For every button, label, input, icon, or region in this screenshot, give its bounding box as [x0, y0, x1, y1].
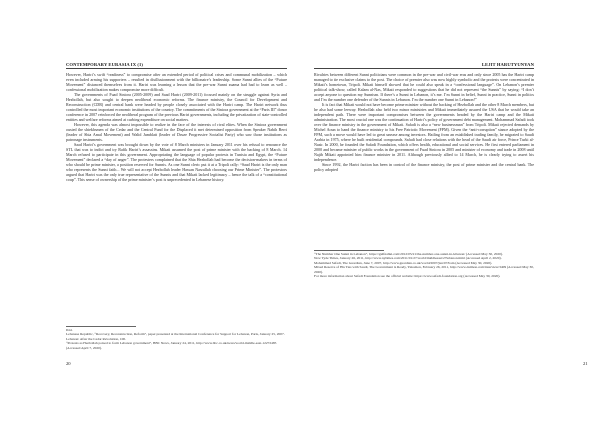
footnote: Ibid. — [66, 328, 73, 332]
footnote: Lebanon: After the Cedar Revolution, 100. — [66, 336, 126, 341]
header-rule-left — [66, 68, 287, 69]
page-number-right: 21 — [583, 361, 588, 366]
footnote: Lebanese Republic, “Recovery, Reconstruction, Reform”, paper presented at the International Conference for Support for Lebanon, Paris, January 25, 2007. — [66, 332, 285, 337]
footnote: For more information about Safadi Foundation see the official website: https://www.safadi-foundation.org (Accessed May 30, 2020). — [314, 274, 501, 279]
right-page — [300, 0, 600, 424]
paragraph: Saad Hariri’s government was brought down by the vote of 8 March ministers in January 2011 over his refusal to renounce the STL that was to indict and try Rafik Hariri’s assassins. Mikati assumed the post of prime minister with the backing of 8 March. 14 March refused to participate in this government. Appropriating the language of popular protests in Tunisia and Egypt, the “Future Movement” declared a “day of anger”. The protesters complained that the Shia Hezbollah had become the decision-makers in terms of who should be prime minister, a position reserved for Sunnis. As one Sunni cleric put it at a Tripoli rally: “Saad Hariri is the only man who represents the Sunni faith... We will not accept Hezbollah leader Hassan Nasrallah choosing our Prime Minister”. The protestors argued that Hariri was the only true representative of the Sunnis and that Mikati lacked legitimacy – hence the talk of a “constitutional coup”. This sense of ownership of the prime minister’s post is unprecedented in Lebanese history. — [66, 142, 287, 182]
footnote: “Protests as Hezbollah poised to form Lebanon government”, BBC News, January 24, 2011, http://www.bbc.co.uk/news/world-middle-east-12272485 (Accessed April 7, 2020). — [66, 341, 277, 350]
running-header-left: CONTEMPORARY EURASIA IX (1) — [66, 62, 144, 67]
paragraph: Since 1992, the Hariri faction has been in control of the finance ministry, the post of prime minister and the central bank. The policy adopted — [314, 162, 534, 172]
paragraph: Rivalries between different Sunni politicians were common in the pre-war and civil-war eras and only since 2005 has the Hariri camp managed to tie exclusive claims to the post. The choice of premier also was now highly symbolic and the protests were concentrated in Mikati’s hometown, Tripoli. Mikati himself showed that he could also speak in a “confessional language”. On Lebanon’s premier political talk-show, called Kalam al-Nas, Mikati responded to suggestions that he did not represent “the Sunnis” by saying: “I don’t accept anyone to question my Sunnism. If there’s a Sunni in Lebanon, it’s me. I’m Sunni in belief, Sunni in practice, Sunni in politics and I’m the number one defender of the Sunnis in Lebanon. I’m the number one Sunni in Lebanon!” — [314, 72, 534, 102]
body-text-right — [314, 72, 534, 172]
paragraph: However, this agenda was almost impossible to realize in the face of the interests of rival elites. When the Siniora government ousted the shiekhsmen of the Cedar and the Central Fund for the Displaced it met determined opposition from Speaker Nabih Berri (leader of Shia Amal Movement) and Walid Jumblatt (leader of Druze Progressive Socialist Party) who saw those institutions as patronage instruments. — [66, 122, 287, 142]
footnote-rule-right — [314, 250, 384, 251]
paragraph: However, Hariri’s swift “readiness” to compromise after an extended period of political crises and communal mobilization – which even included arming his supporters – resulted in disillusionment with the billionaire’s leadership. Some Sunni allies of the “Future Movement” distanced themselves from it. Hariri was learning a lesson that the pre-war Sunni zuama had had to learn as well – confessional mobilization makes compromise more difficult. — [66, 72, 287, 92]
header-rule-right — [314, 68, 534, 69]
footnotes-left — [66, 328, 287, 350]
footnote: Now Tyde Times, January 26, 2011, http://www.nytimes.com/2011/01/27/world/middleeast/27lebanon.html (Accessed April 2, 2020). — [314, 256, 502, 261]
footnotes-right — [314, 252, 534, 278]
footnote: Mixed Reserve of His Ties with Saudi, The Government is Ready, Yakomon, February 26, 2011, http://www.daimon.com/interview/3409 (Accessed May 30, 2020). — [314, 265, 534, 274]
running-header-right: LEJIT HARUTYUNYAN — [481, 62, 534, 67]
paragraph: It is fact that Mikati would not have become prime minister without the backing of Hezbollah and the other 8 March members, but he also had some leeway. Hezbollah also held two minor ministries and Mikati immediately assured the USA that he would take an independent path. There were important compromises between the governments headed by the Hariri camp and the Mikati administration. The most crucial one was the continuation of Hariri’s policy of government debt management. Mohammad Safadi took over the finance ministry in the government of Mikati. Safadi is also a “new businessman” from Tripoli. Mikati rejected demands by Michel Aoun to hand the finance ministry to his Free Patriotic Movement (FPM). Given the “anti-corruption” stance adopted by the FPM, such a move would have led to great unease among investors. Hailing from an established trading family, he migrated to Saudi Arabia in 1975, where he built residential compounds. Safadi had close relations with the head of the Saudi air force, Prince Turki al-Nasir. In 2000, he founded the Safadi Foundation, which offers health, educational and social services. He first entered parliament in 2000 and became minister of public works in the government of Fuad Siniora in 2005 and minister of economy and trade in 2008 until Najib Mikati appointed him finance minister in 2011. Although previously allied to 14 March, he is clearly trying to assert his independence. — [314, 102, 534, 162]
footnote-rule-left — [66, 326, 136, 327]
footnote: “The Number One Sunni in Lebanon”, https://gulfnabki.com/2012/05/21/the-number-one-sunni-in-lebanon/ (Accessed May 30, 2020). — [314, 252, 503, 256]
paragraph: The governments of Fuad Siniora (2005-2009) and Saad Hariri (2009-2011) focused mainly on the struggle against Syria and Hezbollah, but also sought to deepen neoliberal economic reforms. The finance ministry, the Council for Development and Reconstruction (CDR) and central bank were headed by people closely associated with the Hariri camp. The Hariri network thus controlled the most important economic institutions of the country. The commitments of the Siniora government at the “Paris III” donor conference in 2007 reinforced the neoliberal program of the previous Hariri governments, including the privatization of state-controlled entities and welfare reforms aimed at curbing expenditure on social matters. — [66, 92, 287, 122]
body-text-left — [66, 72, 287, 182]
page-number-left: 20 — [66, 361, 71, 366]
footnote: Mohammed Safadi, The Guardian, June 7, 2007, http://www.guardian.co.uk/world/2007/jun/07/bain (Accessed May 30, 2020). — [314, 260, 493, 265]
